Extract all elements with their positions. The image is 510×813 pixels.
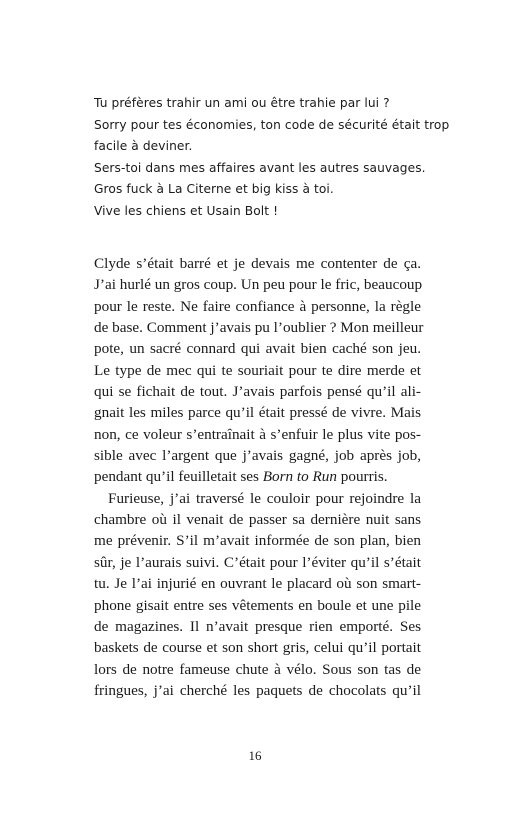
text-line: sûr, je l’aurais suivi. C’était pour l’éviter qu’il s’était xyxy=(94,553,421,571)
text-line: chambre où il venait de passer sa dernière nuit sans xyxy=(94,511,421,529)
text-line: gnait les miles parce qu’il était pressé de vivre. Mais xyxy=(94,404,421,422)
text-line: phone gisait entre ses vêtements en boule et une pile xyxy=(94,596,421,614)
text-line xyxy=(94,466,421,487)
text-segment: pourris. xyxy=(336,468,388,486)
text-line: lors de notre fameuse chute à vélo. Sous son tas de xyxy=(94,660,421,678)
body-text xyxy=(94,253,424,701)
text-line: pour le reste. Ne faire confiance à personne, la règle xyxy=(94,297,421,315)
text-line: tu. Je l’ai injurié en ouvrant le placard où son smart- xyxy=(94,575,421,593)
note-line: Gros fuck à La Citerne et big kiss à toi. xyxy=(94,182,334,196)
text-line: de base. Comment j’avais pu l’oublier ? Mon meilleur xyxy=(94,319,424,337)
text-line: non, ce voleur s’entraînait à s’enfuir le plus vite pos- xyxy=(94,425,421,443)
paragraph-1 xyxy=(94,253,424,488)
text-line: Le type de mec qui te souriait pour te dire merde et xyxy=(94,361,421,379)
text-segment: pendant qu’il feuilletait ses xyxy=(94,468,263,486)
text-line: qui se fichait de tout. J’avais parfois pensé qu’il ali- xyxy=(94,383,421,401)
text-line: pote, un sacré connard qui avait bien caché son jeu. xyxy=(94,340,421,358)
page-number: 16 xyxy=(248,748,262,763)
text-line: J’ai hurlé un gros coup. Un peu pour le fric, beaucoup xyxy=(94,276,423,294)
text-line: de magazines. Il n’avait presque rien emporté. Ses xyxy=(94,617,421,635)
note-line: facile à deviner. xyxy=(94,139,193,153)
text-line: fringues, j’ai cherché les paquets de chocolats qu’il xyxy=(94,681,421,699)
note-line: Sers-toi dans mes affaires avant les autres sauvages. xyxy=(94,160,426,175)
text-line: sible avec l’argent que j’avais gagné, job après job, xyxy=(94,447,421,465)
text-line: Clyde s’était barré et je devais me contenter de ça. xyxy=(94,255,421,272)
text-line: me prévenir. S’il m’avait informée de son plan, bien xyxy=(94,532,421,550)
book-title: Born to Run xyxy=(262,468,337,486)
note-line: Sorry pour tes économies, ton code de sécurité était trop xyxy=(94,117,450,132)
paragraph-2 xyxy=(94,488,421,701)
note-line: Tu préfères trahir un ami ou être trahie par lui ? xyxy=(94,96,390,110)
handwritten-note xyxy=(94,93,450,222)
note-line: Vive les chiens et Usain Bolt ! xyxy=(94,203,279,218)
text-line: baskets de course et son short gris, celui qu’il portait xyxy=(94,639,421,657)
text-line: Furieuse, j’ai traversé le couloir pour rejoindre la xyxy=(108,489,421,507)
